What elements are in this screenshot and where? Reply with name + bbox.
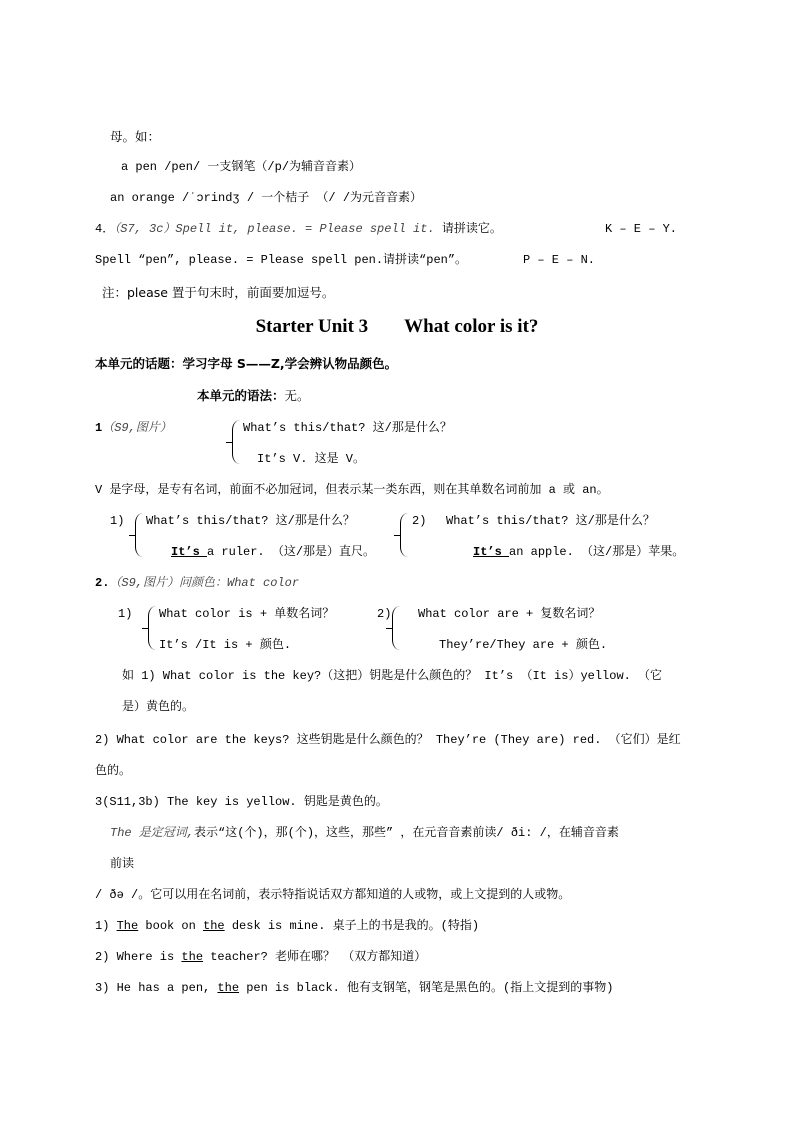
example-question: What’s this/that? 这/那是什么？: [446, 514, 655, 528]
definition-text: 表示“这(个)，那(个)，这些，那些” ，在元音音素前读/ ði: /，在辅音音素: [194, 826, 619, 840]
underlined-text: It’s: [473, 545, 510, 559]
text-line: [95, 251, 709, 269]
unit-grammar: [197, 387, 709, 405]
answer-text: an apple. （这/那是）苹果。: [509, 545, 685, 559]
grammar-label: 本单元的语法：: [197, 388, 285, 403]
topic-label: 本单元的话题：: [95, 356, 183, 371]
section-number: 2.: [95, 576, 110, 590]
note-text: 注：please 置于句末时，前面要加逗号。: [102, 285, 335, 300]
example-text: 1): [95, 919, 117, 933]
example-text: 3) He has a pen,: [95, 981, 218, 995]
example-line: [95, 979, 709, 997]
example-text: 2) Where is: [95, 950, 182, 964]
example-line: [95, 948, 709, 966]
text-line: 色的。: [95, 764, 132, 778]
example-text: teacher? 老师在哪？ （双方都知道）: [203, 950, 427, 964]
underlined-text: the: [181, 950, 204, 964]
unit-name: Starter Unit 3: [255, 316, 369, 337]
text-line: 2) What color are the keys? 这些钥匙是什么颜色的？ They’re (They are) red. （它们）是红: [95, 733, 681, 747]
section-reference: （S9,图片）: [102, 421, 172, 435]
brace: [148, 606, 159, 650]
example-number: 2): [412, 514, 427, 528]
text-line: V 是字母，是专有名词，前面不必加冠词，但表示某一类东西，则在其单数名词前加 a 或 an。: [95, 483, 609, 497]
example-number: 1): [110, 514, 125, 528]
definition-term: The 是定冠词,: [110, 826, 195, 840]
pattern-answer: They’re/They are + 颜色.: [439, 638, 608, 652]
line-text: 请拼读它。: [441, 222, 502, 236]
section-number: 1: [95, 421, 103, 435]
text-line: / ðə /。它可以用在名词前，表示特指说话双方都知道的人或物，或上文提到的人或物。: [95, 888, 571, 902]
line-text: 母。如：: [110, 129, 161, 144]
item-reference: （S7, 3c）Spell it, please. = Please spell it.: [114, 222, 435, 236]
section-reference: （S9,图片）问颜色：What color: [109, 576, 300, 590]
example-text: pen is black. 他有支钢笔，钢笔是黑色的。(指上文提到的事物): [239, 981, 614, 995]
example-answer: [473, 543, 684, 561]
brace: [392, 606, 403, 650]
text-line: [110, 824, 709, 842]
brace: [400, 513, 411, 557]
example-question: What’s this/that? 这/那是什么？: [146, 514, 355, 528]
example-line: [95, 917, 709, 935]
line-text: an orange /ˈɔrindʒ / 一个桔子 （/ /为元音音素）: [110, 191, 423, 205]
spelled-letters: K – E – Y.: [605, 222, 678, 236]
underlined-text: The: [116, 919, 139, 933]
pattern-question: What color is + 单数名词？: [159, 607, 335, 621]
unit-topic: [95, 355, 709, 373]
underlined-text: It’s: [171, 545, 208, 559]
answer-line: It’s V. 这是 V。: [257, 452, 366, 466]
spelled-letters: P – E – N.: [523, 253, 596, 267]
line-text: 请拼读“pen”。: [383, 253, 468, 267]
pattern-number: 2): [377, 607, 392, 621]
section-heading: 3(S11,3b) The key is yellow. 钥匙是黄色的。: [95, 795, 388, 809]
text-line: [102, 284, 709, 302]
example-answer: [171, 543, 375, 561]
topic-text: 学习字母 S——Z,学会辨认物品颜色。: [182, 356, 398, 371]
underlined-text: the: [203, 919, 225, 933]
underlined-text: the: [217, 981, 240, 995]
pattern-number: 1): [118, 607, 133, 621]
answer-text: a ruler. （这/那是）直尺。: [207, 545, 376, 559]
text-line: 是）黄色的。: [122, 700, 195, 714]
pattern-answer: It’s /It is + 颜色.: [159, 638, 292, 652]
brace: [135, 513, 146, 557]
question-line: What’s this/that? 这/那是什么？: [243, 421, 452, 435]
text-line: [121, 158, 709, 176]
text-line: [110, 128, 709, 146]
line-text: a pen /pen/ 一支钢笔（/p/为辅音音素）: [121, 160, 362, 174]
example-text: book on: [138, 919, 204, 933]
text-line: 前读: [110, 857, 135, 871]
example-text: desk is mine. 桌子上的书是我的。(特指): [224, 919, 480, 933]
unit-title: [0, 316, 794, 338]
pattern-question: What color are + 复数名词？: [418, 607, 601, 621]
text-line: 如 1) What color is the key?（这把）钥匙是什么颜色的？ It’s （It is）yellow. （它: [122, 669, 663, 683]
text-line: [110, 189, 709, 207]
line-text: Spell “pen”, please. = Please spell pen.: [95, 253, 384, 267]
brace: [232, 420, 243, 464]
grammar-text: 无。: [284, 388, 310, 403]
item-number: 4．: [95, 222, 115, 236]
section-label: [95, 419, 172, 437]
unit-subtitle: What color is it?: [404, 316, 539, 337]
section-label: [95, 574, 709, 592]
